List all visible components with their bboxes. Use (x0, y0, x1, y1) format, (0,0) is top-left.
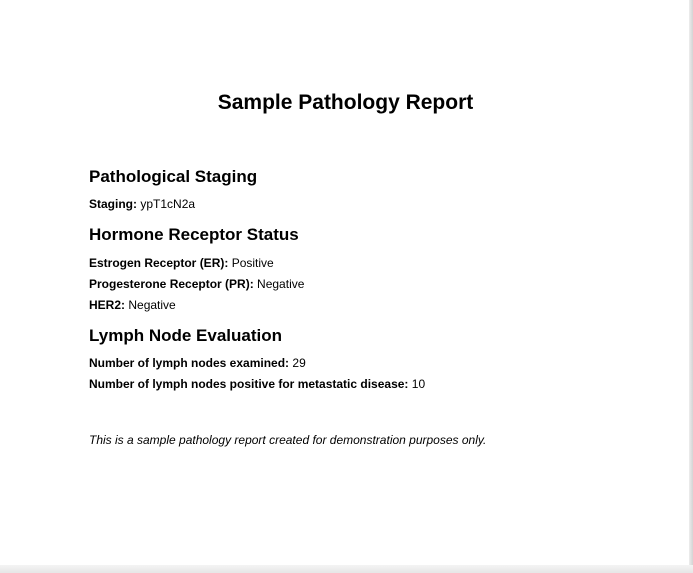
field-lymph-nodes-positive (89, 377, 425, 392)
field-label: Staging: (89, 197, 137, 211)
field-label: Estrogen Receptor (ER): (89, 256, 229, 270)
section-heading-hormone-receptor-status: Hormone Receptor Status (89, 225, 299, 244)
field-label: Number of lymph nodes examined: (89, 356, 290, 370)
field-estrogen-receptor (89, 256, 274, 271)
window-right-edge (689, 0, 693, 573)
field-value: 29 (292, 356, 306, 370)
field-staging (89, 197, 195, 212)
disclaimer-note: This is a sample pathology report created for demonstration purposes only. (89, 433, 487, 447)
field-label: Number of lymph nodes positive for metastatic disease: (89, 377, 409, 391)
field-value: Negative (257, 277, 305, 291)
field-her2 (89, 298, 176, 313)
field-label: Progesterone Receptor (PR): (89, 277, 254, 291)
field-lymph-nodes-examined (89, 356, 306, 371)
section-heading-lymph-node-evaluation: Lymph Node Evaluation (89, 326, 283, 345)
report-title: Sample Pathology Report (217, 91, 474, 114)
field-value: Negative (128, 298, 176, 312)
field-value: 10 (411, 377, 426, 391)
section-heading-pathological-staging: Pathological Staging (89, 167, 258, 186)
field-value: ypT1cN2a (140, 197, 196, 211)
field-progesterone-receptor (89, 277, 304, 292)
field-label: HER2: (89, 298, 126, 312)
window-bottom-edge (0, 565, 693, 573)
field-value: Positive (231, 256, 274, 270)
